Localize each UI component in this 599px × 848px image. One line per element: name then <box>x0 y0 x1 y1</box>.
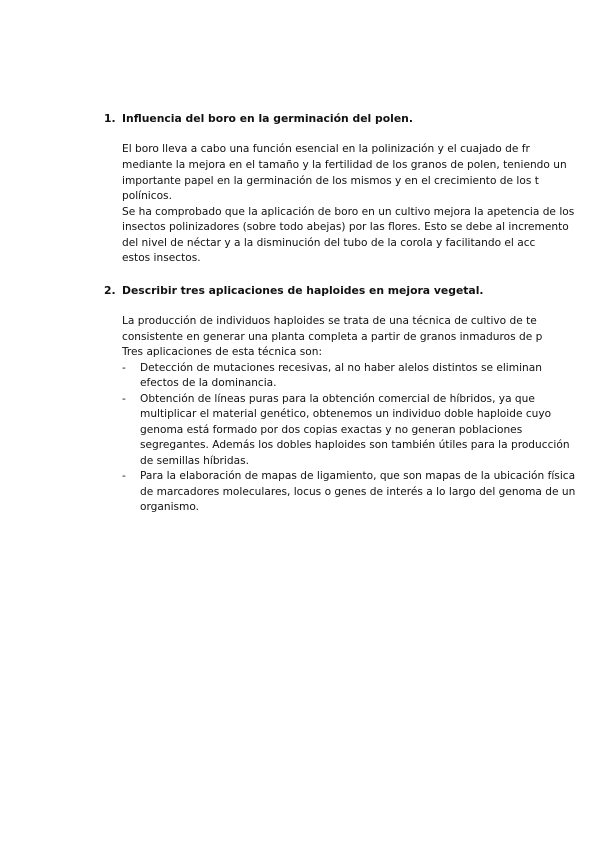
section-1-line: Se ha comprobado que la aplicación de boro en un cultivo mejora la apetencia de los <box>122 206 575 218</box>
bullet-1-line: efectos de la dominancia. <box>140 377 277 389</box>
section-2-intro-line: La producción de individuos haploides se trata de una técnica de cultivo de te <box>122 315 537 327</box>
bullet-2-line: Obtención de líneas puras para la obtención comercial de híbridos, ya que <box>140 393 535 405</box>
section-2-number: 2. <box>104 284 116 297</box>
bullet-3-line: organismo. <box>140 501 200 513</box>
section-2-intro-line: consistente en generar una planta completa a partir de granos inmaduros de p <box>122 331 543 343</box>
section-1-line: polínicos. <box>122 190 172 202</box>
section-1-number: 1. <box>104 112 116 125</box>
bullet-3-line: de marcadores moleculares, locus o genes de interés a lo largo del genoma de un <box>140 486 576 498</box>
bullet-1-line: Detección de mutaciones recesivas, al no haber alelos distintos se eliminan <box>140 362 542 374</box>
bullet-2-line: de semillas híbridas. <box>140 455 249 467</box>
bullet-2-line: genoma está formado por dos copias exactas y no generan poblaciones <box>140 424 523 436</box>
section-2-title: Describir tres aplicaciones de haploides en mejora vegetal. <box>122 284 484 297</box>
section-1-title: Influencia del boro en la germinación del polen. <box>122 112 413 125</box>
bullet-marker: - <box>122 393 126 405</box>
bullet-3-line: Para la elaboración de mapas de ligamiento, que son mapas de la ubicación física <box>140 470 576 482</box>
section-1-line: mediante la mejora en el tamaño y la fertilidad de los granos de polen, teniendo un <box>122 159 567 171</box>
section-1-line: El boro lleva a cabo una función esencial en la polinización y el cuajado de fr <box>122 143 530 155</box>
section-1-line: del nivel de néctar y a la disminución del tubo de la corola y facilitando el acc <box>122 237 536 249</box>
bullet-2-line: segregantes. Además los dobles haploides son también útiles para la producción <box>140 439 570 451</box>
section-1-line: importante papel en la germinación de los mismos y en el crecimiento de los t <box>122 175 539 187</box>
bullet-marker: - <box>122 362 126 374</box>
bullet-marker: - <box>122 470 126 482</box>
bullet-2-line: multiplicar el material genético, obtenemos un individuo doble haploide cuyo <box>140 408 552 420</box>
section-2-intro-line: Tres aplicaciones de esta técnica son: <box>122 346 323 358</box>
section-1-line: insectos polinizadores (sobre todo abejas) por las flores. Esto se debe al incremento <box>122 221 569 233</box>
section-1-line: estos insectos. <box>122 252 201 264</box>
